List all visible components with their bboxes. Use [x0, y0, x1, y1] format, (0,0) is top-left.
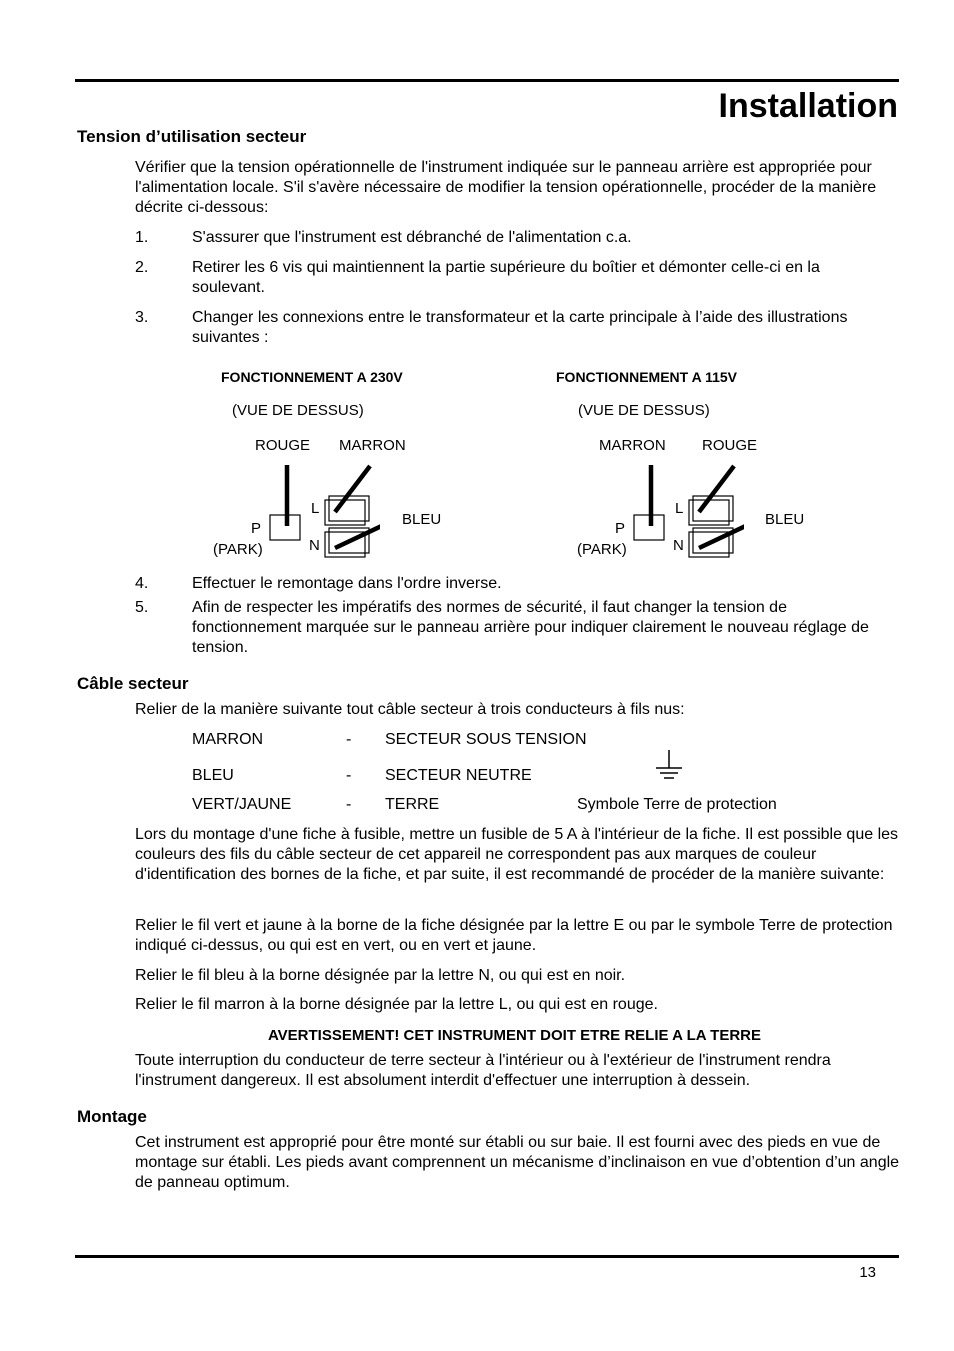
wire-dash: - [346, 767, 352, 784]
step-number: 4. [135, 575, 149, 592]
wire-meaning: SECTEUR SOUS TENSION [385, 731, 587, 748]
wire-meaning: TERRE [385, 796, 440, 813]
montage-paragraph: Cet instrument est approprié pour être monté sur établi ou sur baie. Il est fourni avec des pieds en vue de montage sur établi. Les pieds avant comprennent un mécanisme d’inclinaison en vue d’obtention d’un angle de panneau optimum. [135, 1134, 900, 1191]
step-text: S'assurer que l'instrument est débranché de l'alimentation c.a. [192, 229, 632, 246]
fuse-paragraph: Lors du montage d'une fiche à fusible, mettre un fusible de 5 A à l'intérieur de la fiche. Il est possible que les couleurs des fils du câble secteur de cet appareil ne correspondent pas aux marques de couleur d'identification des bornes de la fiche, et par suite, il est recommandé de procéder de la manière suivante: [135, 826, 899, 883]
interruption-paragraph: Toute interruption du conducteur de terre secteur à l'intérieur ou à l'extérieur de l'instrument rendra l'instrument dangereux. Il est absolument interdit d'effectuer une interruption à dessein. [135, 1052, 831, 1089]
tension-intro: Vérifier que la tension opérationnelle de l'instrument indiquée sur le panneau arrière est appropriée pour l'alimentation locale. S'il s'avère nécessaire de modifier la tension opérationnelle, procéder de la manière décrite ci-dessous: [135, 159, 877, 216]
wire-color: MARRON [192, 731, 264, 748]
brown-paragraph: Relier le fil marron à la borne désignée par la lettre L, ou qui est en rouge. [135, 996, 658, 1013]
terminal-p-label: P [615, 520, 626, 537]
terminal-n-label: N [673, 537, 684, 554]
bleu-label: BLEU [402, 511, 442, 528]
diagram-title: FONCTIONNEMENT A 115V [556, 369, 737, 385]
step-text: Afin de respecter les impératifs des normes de sécurité, il faut changer la tension de fonctionnement marquée sur le panneau arrière pour indiquer clairement le nouveau réglage de tension. [192, 599, 869, 656]
earth-warning: AVERTISSEMENT! CET INSTRUMENT DOIT ETRE RELIE A LA TERRE [267, 1027, 762, 1044]
wire-bleu [335, 522, 380, 548]
section-heading-tension: Tension d’utilisation secteur [77, 127, 307, 146]
terminal-l-label: L [311, 500, 320, 517]
wire-dash: - [346, 796, 352, 813]
earth-symbol-caption: Symbole Terre de protection [577, 796, 777, 813]
connector-230v-drawing [265, 460, 380, 560]
step-number: 5. [135, 599, 149, 616]
bottom-rule [75, 1255, 899, 1258]
step-number: 1. [135, 229, 149, 246]
step-text: Effectuer le remontage dans l'ordre inverse. [192, 575, 502, 592]
park-label: (PARK) [577, 541, 627, 558]
step-number: 2. [135, 259, 149, 276]
top-rule [75, 79, 899, 82]
terminal-p-label: P [251, 520, 262, 537]
wire-label-right: ROUGE [702, 437, 758, 454]
blue-paragraph: Relier le fil bleu à la borne désignée par la lettre N, ou qui est en noir. [135, 967, 626, 984]
diagram-view-label: (VUE DE DESSUS) [232, 402, 364, 419]
wire-label-left: MARRON [599, 437, 666, 454]
step-number: 3. [135, 309, 149, 326]
bleu-label: BLEU [765, 511, 805, 528]
wire-label-right: MARRON [339, 437, 406, 454]
protective-earth-icon [654, 748, 684, 782]
page-number: 13 [859, 1264, 876, 1281]
wire-bleu [699, 522, 744, 548]
wire-label-left: ROUGE [255, 437, 311, 454]
connector-115v-drawing [629, 460, 744, 560]
step-text: Retirer les 6 vis qui maintiennent la partie supérieure du boîtier et démonter celle-ci en la soulevant. [192, 259, 820, 296]
section-heading-montage: Montage [77, 1107, 147, 1126]
wire-color: VERT/JAUNE [192, 796, 292, 813]
wire-dash: - [346, 731, 352, 748]
terminal-l-label: L [675, 500, 684, 517]
wire-color: BLEU [192, 767, 234, 784]
cable-intro: Relier de la manière suivante tout câble secteur à trois conducteurs à fils nus: [135, 701, 685, 718]
section-heading-cable: Câble secteur [77, 674, 189, 693]
terminal-n-label: N [309, 537, 320, 554]
diagram-title: FONCTIONNEMENT A 230V [221, 369, 403, 385]
diagram-view-label: (VUE DE DESSUS) [578, 402, 710, 419]
step-text: Changer les connexions entre le transformateur et la carte principale à l’aide des illustrations suivantes : [192, 309, 848, 346]
park-label: (PARK) [213, 541, 263, 558]
green-yellow-paragraph: Relier le fil vert et jaune à la borne de la fiche désignée par la lettre E ou par le symbole Terre de protection indiqué ci-dessus, ou qui est en vert, ou en vert et jaune. [135, 917, 893, 954]
page-title: Installation [718, 87, 898, 125]
wire-meaning: SECTEUR NEUTRE [385, 767, 532, 784]
